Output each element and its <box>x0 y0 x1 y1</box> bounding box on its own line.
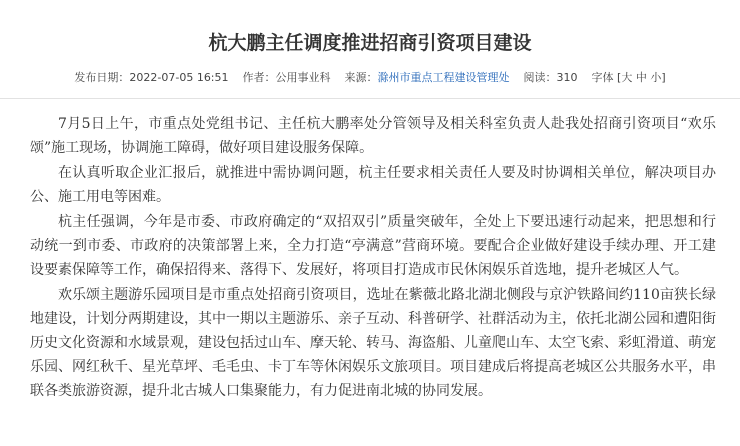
publish-date: 2022-07-05 16:51 <box>129 71 229 84</box>
font-size-bracket-open: [ <box>617 71 622 84</box>
paragraph: 欢乐颂主题游乐园项目是市重点处招商引资项目，选址在紫薇北路北湖北侧段与京沪铁路间约110亩狭长绿地建设，计划分两期建设，其中一期以主题游乐、亲子互动、科普研学、社群活动为主，依托北湖公园和遭阳街历史文化资源和水域景观，建设包括过山车、摩天轮、转马、海盗船、儿童爬山车、太空飞索、彩虹滑道、萌宠乐园、网红秋千、星光草坪、毛毛虫、卡丁车等休闲娱乐文旅项目。项目建成后将提高老城区公共服务水平，串联各类旅游资源，提升北古城人口集聚能力，有力促进南北城的协同发展。 <box>30 287 716 399</box>
font-size-label: 字体 <box>591 71 614 84</box>
article-body <box>30 112 716 403</box>
source-label: 来源： <box>344 71 378 84</box>
meta-divider <box>0 98 740 99</box>
source-link[interactable]: 滁州市重点工程建设管理处 <box>377 71 510 84</box>
font-size-control <box>592 71 666 84</box>
author-label: 作者： <box>242 71 276 84</box>
font-size-small-button[interactable]: 小 <box>650 71 662 84</box>
paragraph: 杭主任强调，今年是市委、市政府确定的“双招双引”质量突破年，全处上下要迅速行动起来，把思想和行动统一到市委、市政府的决策部署上来，全力打造“亭满意”营商环境。要配合企业做好建设手续办理、开工建设要素保障等工作，确保招得来、落得下、发展好，将项目打造成市民休闲娱乐首选地，提升老城区人气。 <box>30 214 716 278</box>
article-title: 杭大鹏主任调度推进招商引资项目建设 <box>208 32 532 54</box>
paragraph: 在认真听取企业汇报后，就推进中需协调问题，杭主任要求相关责任人要及时协调相关单位，解决项目办公、施工用电等困难。 <box>30 165 716 205</box>
author: 公用事业科 <box>275 71 331 84</box>
views-label: 阅读： <box>523 71 557 84</box>
paragraph: 7月5日上午，市重点处党组书记、主任杭大鹏率处分管领导及相关科室负责人赴我处招商引资项目“欢乐颂”施工现场，协调施工障碍，做好项目建设服务保障。 <box>30 116 716 156</box>
publish-date-label: 发布日期： <box>74 71 130 84</box>
font-size-large-button[interactable]: 大 <box>621 71 633 84</box>
view-count: 310 <box>556 71 578 84</box>
article-meta <box>0 71 740 85</box>
font-size-bracket-close: ] <box>661 71 666 84</box>
font-size-medium-button[interactable]: 中 <box>635 71 647 84</box>
